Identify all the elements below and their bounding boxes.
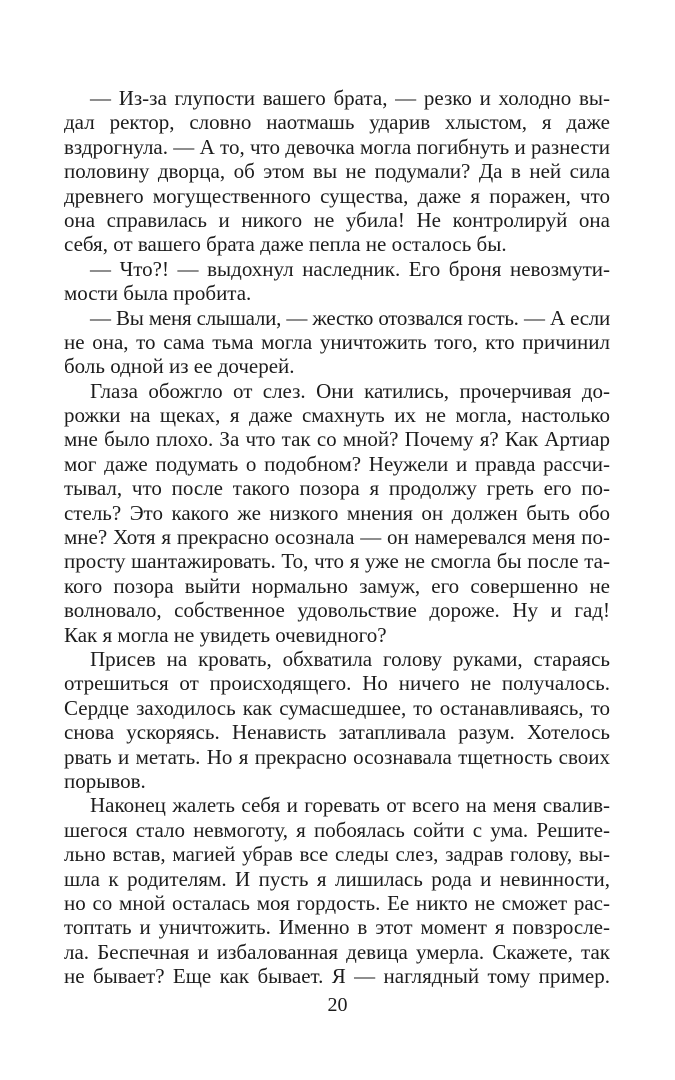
text-line: — Что?! — выдохнул наследник. Его броня невозмути- [90,256,610,281]
text-line: Наконец жалеть себя и горевать от всего на меня свалив- [90,793,610,818]
text-line: ла. Беспечная и избалованная девица умерла. Скажете, так [64,939,610,964]
text-line: тывал, что после такого позора я продолжу греть его по- [64,476,610,501]
text-line: она справилась и никого не убила! Не контролируй она [64,207,610,232]
text-line: стель? Это какого же низкого мнения он должен быть обо [64,500,610,525]
text-line: боль одной из ее дочерей. [64,354,295,379]
text-line: отрешиться от происходящего. Но ничего не получалось. [64,671,610,696]
text-line: снова ускоряясь. Ненависть затапливала разум. Хотелось [64,720,610,745]
text-line: — Из-за глупости вашего брата, — резко и холодно вы- [90,86,610,110]
text-line: волновало, собственное удовольствие дороже. Ну и гад! [64,598,610,623]
text-line: вздрогнула. — А то, что девочка могла погибнуть и разнести [64,134,610,159]
text-line: дал ректор, словно наотмашь ударив хлыстом, я даже [64,110,610,135]
text-line: порывов. [64,768,146,793]
text-line: рожки на щеках, я даже смахнуть их не могла, настолько [64,403,610,428]
text-line: мости была пробита. [64,281,252,306]
text-line: Как я могла не увидеть очевидного? [64,622,387,647]
page-number: 20 [327,994,348,1016]
text-line: но со мной осталась моя гордость. Ее никто не сможет рас- [64,890,610,915]
text-line: мне? Хотя я прекрасно осознала — он намеревался меня по- [64,525,610,550]
text-line: льно встав, магией убрав все следы слез, задрав голову, вы- [64,842,610,867]
text-line: Глаза обожгло от слез. Они катились, прочерчивая до- [90,378,610,403]
text-line: мне было плохо. За что так со мной? Почему я? Как Артиар [64,427,610,452]
text-line: древнего могущественного существа, даже я поражен, что [64,183,610,208]
body-text [64,86,610,988]
text-line: просту шантажировать. То, что я уже не смогла бы после та- [64,549,610,574]
text-line: Присев на кровать, обхватила голову руками, стараясь [90,646,610,671]
text-line: мог даже подумать о подобном? Неужели и правда рассчи- [64,451,610,476]
text-line: Сердце заходилось как сумасшедшее, то останавливаясь, то [64,695,610,720]
text-line: не она, то сама тьма могла уничтожить того, кто причинил [64,329,610,354]
text-line: не бывает? Еще как бывает. Я — наглядный тому пример. [64,964,610,989]
text-line: кого позора выйти нормально замуж, его совершенно не [64,573,610,598]
text-line: топтать и уничтожить. Именно в этот момент я повзросле- [64,915,610,940]
text-line: рвать и метать. Но я прекрасно осознавала тщетность своих [64,744,610,769]
text-line: шегося стало невмоготу, я побоялась сойти с ума. Решите- [64,817,610,842]
text-line: половину дворца, об этом вы не подумали? Да в ней сила [64,159,610,184]
text-line: — Вы меня слышали, — жестко отозвался гость. — А если [90,305,610,330]
text-line: шла к родителям. И пусть я лишилась рода и невинности, [64,866,610,891]
text-line: себя, от вашего брата даже пепла не осталось бы. [64,232,507,257]
